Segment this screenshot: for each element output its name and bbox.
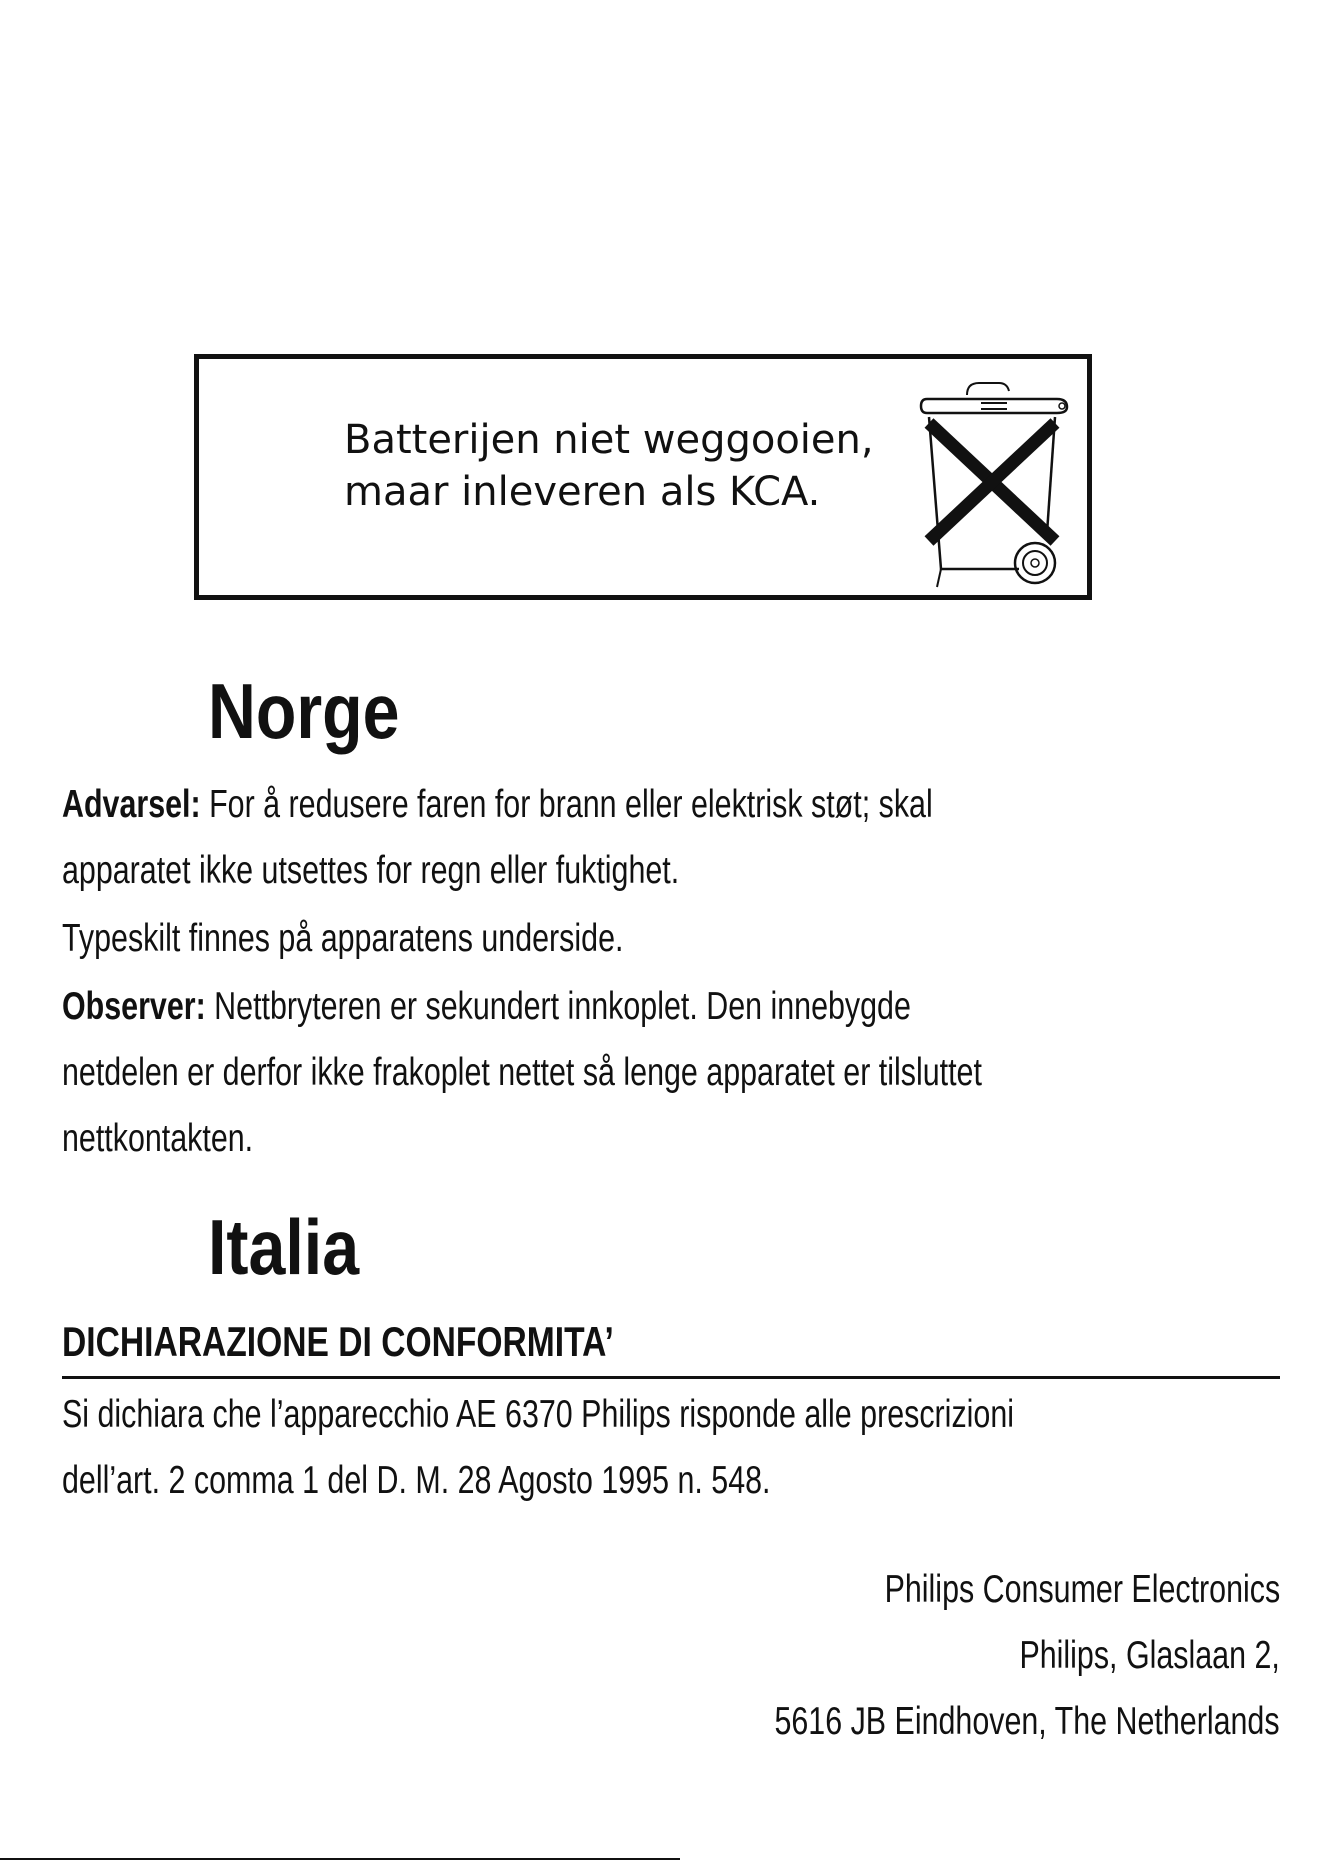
observer-text-line-1: Nettbryteren er sekundert innkoplet. Den innebygde [205, 985, 911, 1028]
typeskilt-paragraph: Typeskilt finnes på apparatens underside. [62, 917, 624, 960]
crossed-out-wheelie-bin-icon [907, 373, 1077, 599]
observer-paragraph [62, 974, 982, 1172]
observer-text-line-3: nettkontakten. [62, 1117, 254, 1160]
section-heading-norge: Norge [208, 667, 400, 755]
declaration-text-line-2: dell’art. 2 comma 1 del D. M. 28 Agosto 1995 n. 548. [62, 1459, 771, 1502]
footer-divider [0, 1858, 680, 1860]
address-line-1: Philips Consumer Electronics [884, 1568, 1280, 1611]
declaration-title: DICHIARAZIONE DI CONFORMITA’ [62, 1318, 614, 1365]
address-line-2: Philips, Glaslaan 2, [1019, 1634, 1280, 1677]
battery-disposal-notice [194, 354, 1092, 600]
observer-label: Observer: [62, 985, 206, 1028]
declaration-underline [62, 1376, 1280, 1379]
declaration-paragraph [62, 1382, 1014, 1514]
declaration-text-line-1: Si dichiara che l’apparecchio AE 6370 Philips risponde alle prescrizioni [62, 1393, 1015, 1436]
advarsel-label: Advarsel: [62, 783, 201, 826]
address-line-3: 5616 JB Eindhoven, The Netherlands [774, 1700, 1280, 1743]
advarsel-paragraph [62, 772, 933, 904]
notice-line-2: maar inleveren als KCA. [344, 469, 821, 515]
advarsel-text-line-2: apparatet ikke utsettes for regn eller fuktighet. [62, 849, 680, 892]
advarsel-text-line-1: For å redusere faren for brann eller elektrisk støt; skal [200, 783, 933, 826]
notice-line-1: Batterijen niet weggooien, [344, 417, 874, 463]
observer-text-line-2: netdelen er derfor ikke frakoplet nettet så lenge apparatet er tilsluttet [62, 1051, 982, 1094]
section-heading-italia: Italia [208, 1203, 360, 1291]
